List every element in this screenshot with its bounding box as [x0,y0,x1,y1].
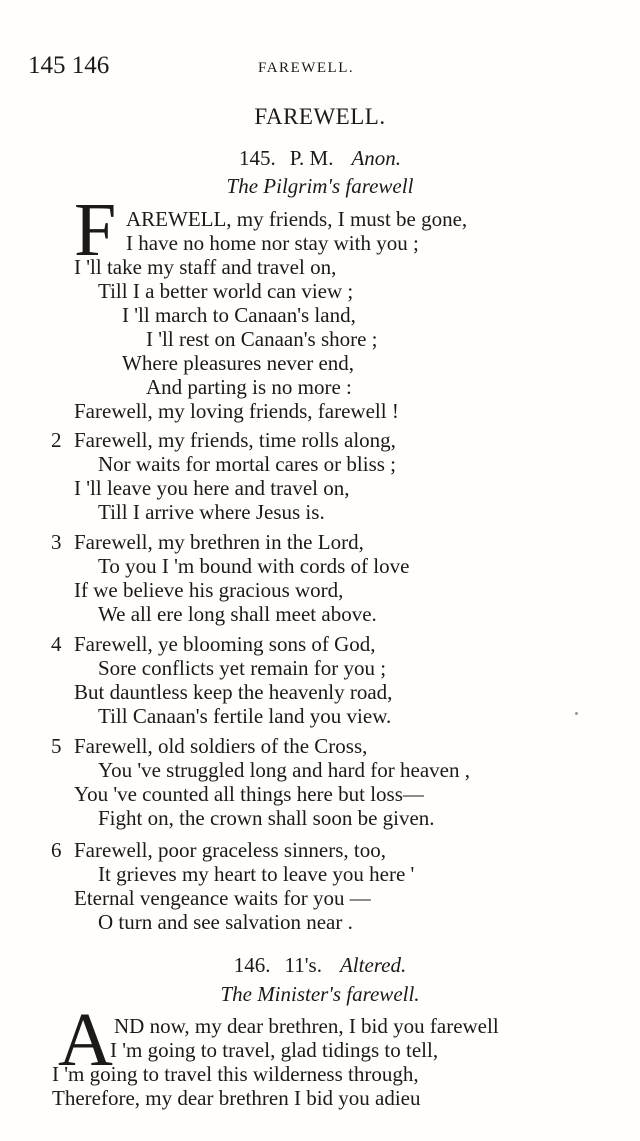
verse-line: ND now, my dear brethren, I bid you farewell [114,1014,499,1038]
verse-line: Fight on, the crown shall soon be given. [98,806,435,830]
verse-line: I 'm going to travel this wilderness through, [52,1062,419,1086]
verse-line: Till Canaan's fertile land you view. [98,704,392,728]
verse-line: Farewell, old soldiers of the Cross, [74,734,368,758]
verse-line: Farewell, my brethren in the Lord, [74,530,364,554]
hymn-number: 145. [238,146,276,170]
hymn-145-heading [0,146,640,171]
verse-line: Till I arrive where Jesus is. [98,500,325,524]
verse-line: Therefore, my dear brethren I bid you adieu [52,1086,421,1110]
verse-line: Farewell, my friends, time rolls along, [74,428,396,452]
verse-line: I 'll leave you here and travel on, [74,476,350,500]
verse-number: 4 [51,632,62,656]
verse-line: Till I a better world can view ; [98,279,354,303]
verse-line: Nor waits for mortal cares or bliss ; [98,452,397,476]
verse-number: 2 [51,428,62,452]
hymn-meter: P. M. [289,146,334,170]
verse-line: I 'll rest on Canaan's shore ; [146,327,378,351]
section-title: FAREWELL. [254,104,386,129]
verse-line: Where pleasures never end, [122,351,355,375]
verse-number: 3 [51,530,62,554]
verse-line: Farewell, my loving friends, farewell ! [74,399,399,423]
verse-line: Farewell, poor graceless sinners, too, [74,838,386,862]
verse-line: I 'm going to travel, glad tidings to tell, [110,1038,439,1062]
hymn-number: 146. [233,953,271,977]
verse-line: Sore conflicts yet remain for you ; [98,656,387,680]
verse-line: It grieves my heart to leave you here ' [98,862,415,886]
verse-line: And parting is no more : [146,375,352,399]
verse-line: You 've counted all things here but loss— [74,782,424,806]
drop-cap-f: F [74,188,117,272]
verse-number: 6 [51,838,62,862]
verse-line: You 've struggled long and hard for heaven , [98,758,470,782]
verse-line: To you I 'm bound with cords of love [98,554,410,578]
verse-line: We all ere long shall meet above. [98,602,377,626]
running-title: FAREWELL. [258,60,355,76]
verse-line: O turn and see salvation near . [98,910,353,934]
hymn-author: Anon. [351,146,402,170]
hymn-146-subtitle: The Minister's farewell. [220,982,420,1006]
verse-line: Farewell, ye blooming sons of God, [74,632,376,656]
verse-line: I have no home nor stay with you ; [126,231,419,255]
verse-line: I 'll march to Canaan's land, [122,303,356,327]
verse-line: If we believe his gracious word, [74,578,344,602]
hymn-author: Altered. [339,953,407,977]
verse-number: 5 [51,734,62,758]
verse-line: But dauntless keep the heavenly road, [74,680,393,704]
drop-cap-a: A [58,998,113,1082]
hymn-145-subtitle: The Pilgrim's farewell [226,174,414,198]
verse-line: Eternal vengeance waits for you — [74,886,371,910]
verse-line: AREWELL, my friends, I must be gone, [126,207,468,231]
page-numbers: 145 146 [28,52,110,79]
hymn-meter: 11's. [284,953,322,977]
print-speck [575,712,578,715]
hymn-146-heading [0,953,640,978]
verse-line: I 'll take my staff and travel on, [74,255,337,279]
